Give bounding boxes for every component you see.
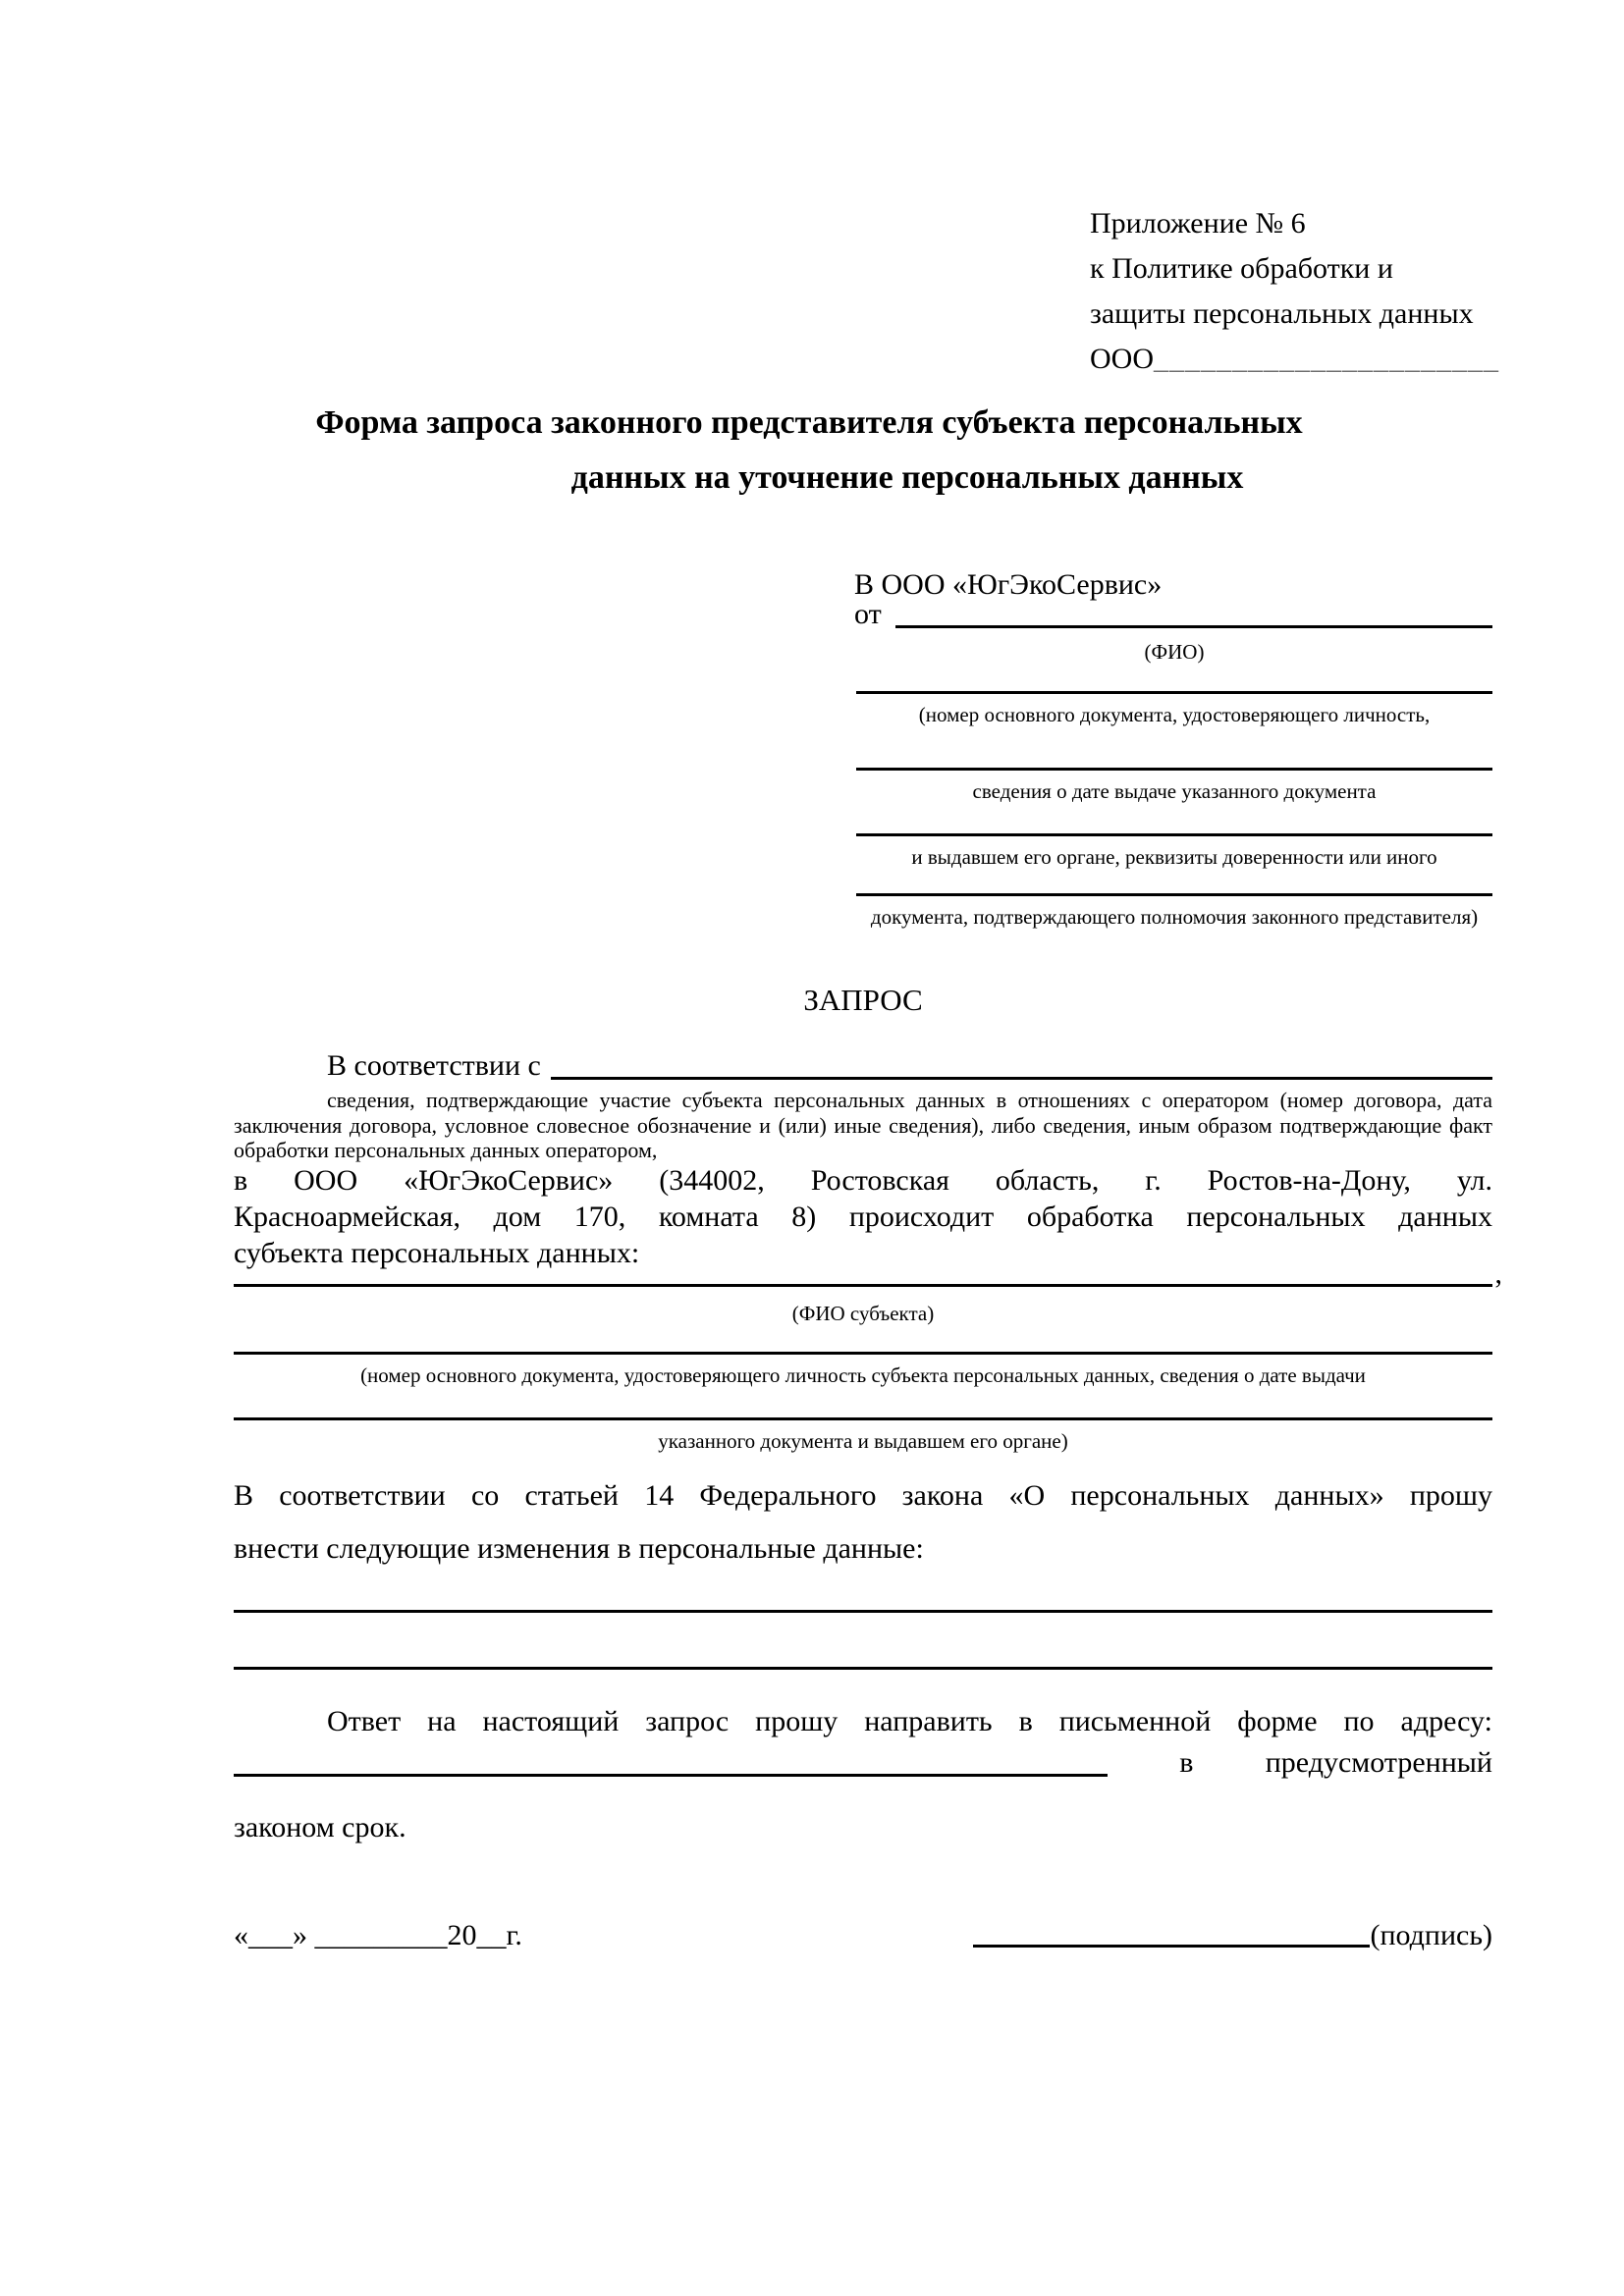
operator-paragraph-line-2: Красноармейская, дом 170, комната 8) происходит обработка персональных данных <box>234 1201 1492 1233</box>
response-word-1: в <box>1179 1746 1194 1779</box>
appendix-ooo-blank-line: ______________________ <box>1154 343 1499 375</box>
date-blank: «___» _________20__г. <box>234 1919 522 1951</box>
representative-name-line <box>895 597 1492 628</box>
footer-row <box>234 1914 1492 1953</box>
caption-subject-document-1: (номер основного документа, удостоверяющего личность субъекта персональных данных, сведения о дате выдачи <box>360 1363 1366 1387</box>
signature-caption: (подпись) <box>1370 1919 1492 1951</box>
appendix-line-2: к Политике обработки и <box>1090 252 1393 285</box>
document-title-line-2: данных на уточнение персональных данных <box>570 459 1244 496</box>
response-address-row <box>234 1745 1492 1781</box>
document-title-line-1: Форма запроса законного представителя субъекта персональных <box>315 404 1303 441</box>
appendix-line-3: защиты персональных данных <box>1090 297 1474 330</box>
caption-subject-document-2: указанного документа и выдавшем его органе) <box>658 1429 1068 1453</box>
signature-group <box>973 1918 1492 1953</box>
subject-document-line-1 <box>234 1352 1492 1355</box>
response-paragraph-line-1: Ответ на настоящий запрос прошу направить в письменной форме по адресу: <box>327 1705 1492 1737</box>
in-accordance-row <box>234 1048 1492 1084</box>
appendix-line-1: Приложение № 6 <box>1090 207 1306 240</box>
request-heading: ЗАПРОС <box>803 983 923 1017</box>
law-paragraph-line-1: В соответствии со статьей 14 Федерального закона «О персональных данных» прошу <box>234 1479 1492 1512</box>
representative-document-line-4 <box>856 893 1492 896</box>
caption-document-3: и выдавшем его органе, реквизиты доверенности или иного <box>911 845 1437 869</box>
representative-document-line-1 <box>856 691 1492 694</box>
from-row <box>854 597 1492 632</box>
from-label: от <box>854 598 882 630</box>
caption-subject-fio: (ФИО субъекта) <box>791 1302 935 1325</box>
response-address-line <box>234 1745 1108 1777</box>
caption-document-1: (номер основного документа, удостоверяющего личность, <box>918 703 1431 726</box>
caption-fio: (ФИО) <box>1144 640 1205 664</box>
operator-paragraph-line-1: в ООО «ЮгЭкоСервис» (344002, Ростовская область, г. Ростов-на-Дону, ул. <box>234 1164 1492 1197</box>
in-accordance-blank-line <box>551 1048 1492 1080</box>
representative-document-line-2 <box>856 768 1492 771</box>
footnote-text: сведения, подтверждающие участие субъекта персональных данных в отношениях с оператором (номер договора, дата заключения договора, условное словесное обозначение и (или) иные сведения), либо сведения, иным образом подтверждающие факт обработки персональных данных оператором, <box>234 1088 1492 1162</box>
changes-blank-line-2 <box>234 1667 1492 1670</box>
response-word-2: предусмотренный <box>1265 1746 1492 1779</box>
in-accordance-label: В соответствии с <box>327 1049 541 1082</box>
changes-blank-line-1 <box>234 1610 1492 1613</box>
subject-name-row <box>234 1256 1502 1291</box>
appendix-block <box>1090 201 1512 382</box>
caption-document-2: сведения о дате выдаче указанного документа <box>972 779 1377 803</box>
subject-document-line-2 <box>234 1417 1492 1420</box>
operator-paragraph-line-3: субъекта персональных данных: <box>234 1237 640 1269</box>
response-paragraph-line-3: законом срок. <box>234 1811 406 1843</box>
representative-document-line-3 <box>856 833 1492 836</box>
appendix-ooo-label: ООО <box>1090 343 1154 375</box>
signature-line <box>973 1945 1370 1948</box>
addressee-organization: В ООО «ЮгЭкоСервис» <box>854 568 1163 601</box>
caption-document-4: документа, подтверждающего полномочия законного представителя) <box>870 905 1479 929</box>
appendix-ooo-line <box>1090 337 1512 382</box>
law-paragraph-line-2: внести следующие изменения в персональные данные: <box>234 1532 924 1565</box>
subject-name-comma: , <box>1494 1257 1502 1290</box>
subject-name-line <box>234 1256 1492 1287</box>
